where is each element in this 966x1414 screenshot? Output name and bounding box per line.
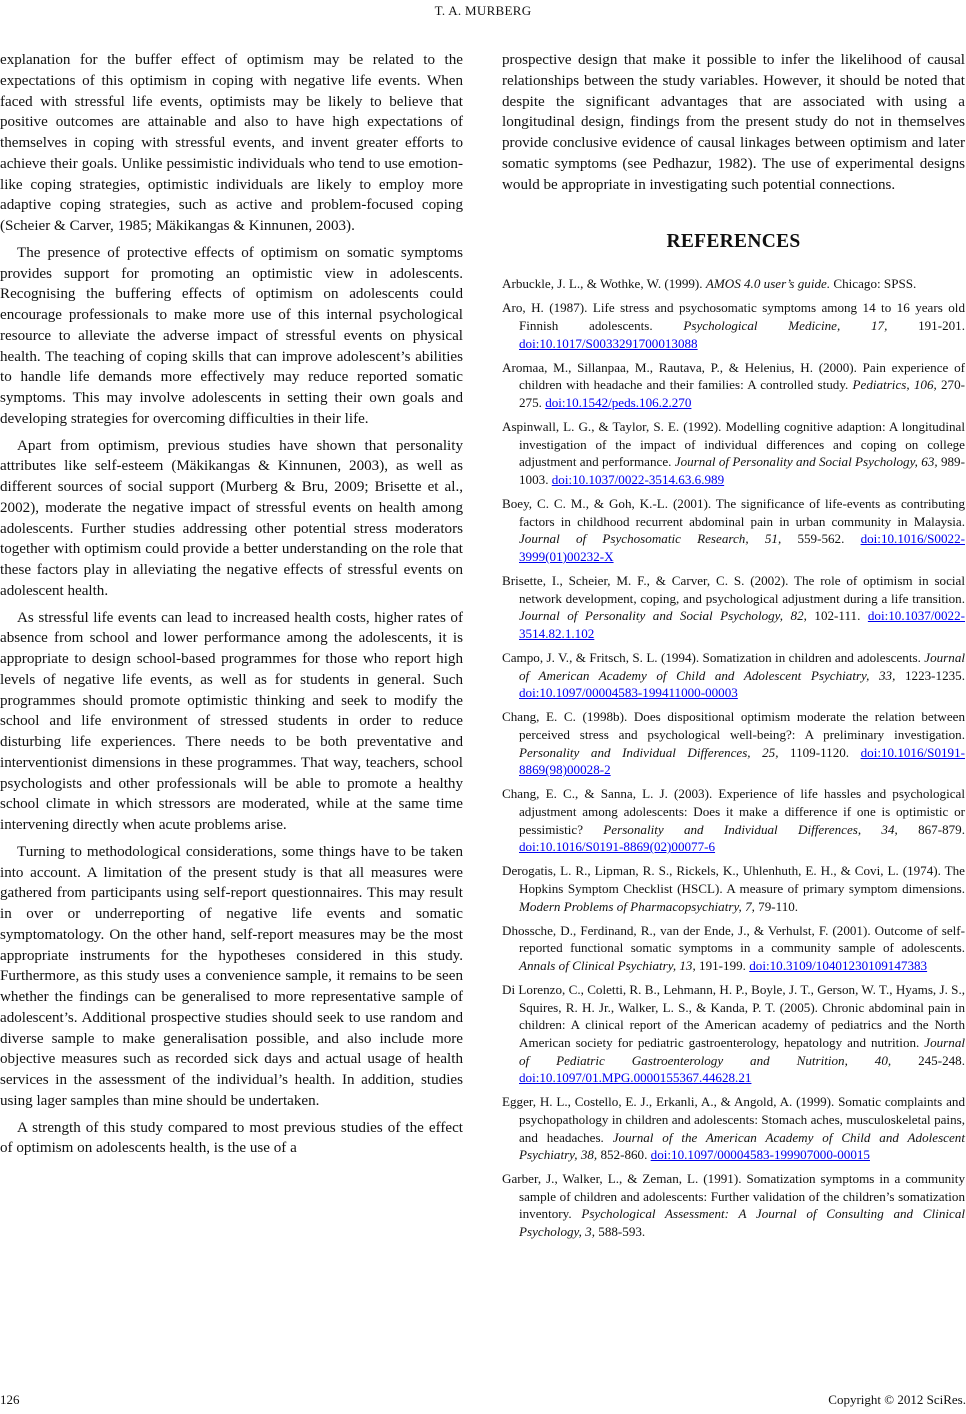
reference-entry bbox=[502, 359, 965, 412]
doi-link[interactable]: doi:10.1016/S0022-3999(01)00232-X bbox=[519, 531, 965, 564]
reference-entry bbox=[502, 981, 965, 1087]
doi-link[interactable]: doi:10.1017/S0033291700013088 bbox=[519, 335, 698, 351]
reference-text: Aro, H. (1987). Life stress and psychosomatic symptoms among 14 to 16 years old Finnish adolescents. bbox=[502, 300, 965, 334]
reference-list bbox=[502, 275, 965, 1240]
reference-text: Garber, J., Walker, L., & Zeman, L. (1991). Somatization symptoms in a community sample of children and adolescents: Further validation of the children’s somatization inventory. bbox=[502, 1171, 965, 1222]
reference-text: Brisette, I., Scheier, M. F., & Carver, C. S. (2002). The role of optimism in social network development, coping, and psychological adjustment during a life transition. bbox=[502, 573, 965, 606]
reference-entry bbox=[502, 922, 965, 975]
doi-link[interactable]: doi:10.1097/00004583-199907000-00015 bbox=[650, 1147, 870, 1163]
body-paragraph: As stressful life events can lead to increased health costs, higher rates of absence from school and lower performance among the adolescents, it is appropriate to design school-based programmes for those who report high levels of negative life events, as well as for students in general. Such programmes should promote optimistic thinking and seek to modify the school and life environment of stressed students in order to reduce disturbing life experiences. There needs to be both preventative and interventionist dimensions in these programmes. That way, teachers, school psychologists and other professionals will be able to promote a healthy school climate in which stressors are moderated, while at the same time intervening directly when acute problems arise. bbox=[0, 609, 463, 833]
reference-text: Aspinwall, L. G., & Taylor, S. E. (1992). Modelling cognitive adaption: A longitudinal investigation of the impact of individual differences and coping on college adjustment and performance. bbox=[502, 419, 965, 470]
reference-pages: 1223-1235. bbox=[895, 667, 965, 683]
reference-journal: Journal of Psychosomatic Research, 51, bbox=[519, 531, 782, 547]
reference-pages: 191-201. bbox=[887, 318, 965, 334]
reference-journal: Psychological Assessment: A Journal of Consulting and Clinical Psychology, 3, bbox=[519, 1206, 965, 1240]
doi-link[interactable]: doi:10.1016/S0191-8869(02)00077-6 bbox=[519, 839, 716, 855]
reference-entry bbox=[502, 495, 965, 565]
reference-entry bbox=[502, 862, 965, 915]
reference-text: Dhossche, D., Ferdinand, R., van der Ende, J., & Verhulst, F. (2001). Outcome of self-reported functional somatic symptoms in a community sample of adolescents. bbox=[502, 922, 965, 956]
body-paragraph: The presence of protective effects of optimism on somatic symptoms provides support for promoting an optimistic view in adolescents. Recognising the buffering effects of optimism on adolescents could encourage professionals to make more use of this internal psychological resource to alleviate the adverse impact of stressful events on physical health. The teaching of coping skills that can improve adolescent’s abilities to handle life demands more effectively may reduce reported somatic symptoms. This may involve adolescents in setting their own goals and developing strategies for overcoming difficulties in their life. bbox=[0, 244, 463, 427]
reference-pages: Chicago: SPSS. bbox=[830, 276, 917, 292]
reference-journal: Journal of Pediatric Gastroenterology and Nutrition, 40, bbox=[519, 1034, 965, 1068]
page-number: 126 bbox=[0, 1392, 20, 1407]
copyright-notice: Copyright © 2012 SciRes. bbox=[828, 1392, 966, 1407]
reference-text: Boey, C. C. M., & Goh, K.-L. (2001). The significance of life-events as contributing factors in childhood recurrent abdominal pain in urban community in Malaysia. bbox=[502, 496, 965, 529]
reference-text: Chang, E. C. (1998b). Does dispositional optimism moderate the relation between perceived stress and psychological well-being?: A preliminary investigation. bbox=[502, 709, 965, 743]
reference-entry bbox=[502, 572, 965, 642]
reference-pages: 270-275. bbox=[519, 377, 965, 410]
doi-link[interactable]: doi:10.1016/S0191-8869(98)00028-2 bbox=[519, 744, 965, 778]
doi-link[interactable]: doi:10.1097/01.MPG.0000155367.44628.21 bbox=[519, 1070, 752, 1086]
reference-journal: Personality and Individual Differences, 25, bbox=[519, 744, 779, 760]
reference-entry bbox=[502, 785, 965, 855]
reference-journal: Psychological Medicine, 17, bbox=[683, 318, 888, 334]
body-paragraph: A strength of this study compared to most previous studies of the effect of optimism on adolescents health, is the use of a bbox=[0, 1119, 463, 1157]
right-column bbox=[502, 50, 965, 1247]
body-paragraph: Turning to methodological considerations, some things have to be taken into account. A limitation of the present study is that all measures were gathered from participants using self-report questionnaires. This may result in over or underreporting of negative life events and somatic symptomatology. On the other hand, self-report measures may be the most appropriate instruments for the hypotheses considered in this study. Furthermore, as this study uses a convenience sample, it remains to be seen whether the findings can be generalised to more representative sample of adolescent’s. Additional prospective studies should seek to use random and diverse sample to make generalisation possible, and also include more objective measures such as recorded sick days and actual usage of health services in the assessment of the individual’s health. In addition, studies using lager samples than mine should be undertaken. bbox=[0, 843, 463, 1109]
reference-journal: Journal of Personality and Social Psychology, 82, bbox=[519, 608, 807, 624]
reference-text: Derogatis, L. R., Lipman, R. S., Rickels, K., Uhlenhuth, E. H., & Covi, L. (1974). The Hopkins Symptom Checklist (HSCL). A measure of primary symptom dimensions. bbox=[502, 863, 965, 896]
reference-journal: Journal of Personality and Social Psychology, 63, bbox=[674, 454, 938, 470]
reference-text: Aromaa, M., Sillanpaa, M., Rautava, P., & Helenius, H. (2000). Pain experience of children with headache and their families: A controlled study. bbox=[502, 359, 965, 393]
doi-link[interactable]: doi:10.1097/00004583-199411000-00003 bbox=[519, 685, 738, 701]
reference-journal: AMOS 4.0 user’s guide. bbox=[705, 276, 831, 292]
reference-entry bbox=[502, 649, 965, 702]
reference-journal: Annals of Clinical Psychiatry, 13, bbox=[519, 957, 696, 973]
reference-pages: 79-110. bbox=[754, 898, 799, 914]
left-column bbox=[0, 50, 463, 1159]
doi-link[interactable]: doi:10.1542/peds.106.2.270 bbox=[545, 395, 692, 410]
reference-pages: 191-199. bbox=[695, 957, 750, 973]
reference-text: Arbuckle, J. L., & Wothke, W. (1999). bbox=[502, 276, 706, 292]
references-heading: REFERENCES bbox=[666, 231, 801, 253]
reference-pages: 852-860. bbox=[597, 1147, 651, 1163]
reference-pages: 245-248. bbox=[891, 1052, 965, 1068]
doi-link[interactable]: doi:10.1037/0022-3514.82.1.102 bbox=[519, 608, 965, 641]
reference-text: Chang, E. C., & Sanna, L. J. (2003). Experience of life hassles and psychological adjustment among adolescents: Does it make a difference if one is optimistic or pessimistic? bbox=[502, 786, 965, 837]
doi-link[interactable]: doi:10.1037/0022-3514.63.6.989 bbox=[551, 471, 725, 487]
reference-journal: Personality and Individual Differences, 34, bbox=[603, 821, 898, 837]
reference-text: Egger, H. L., Costello, E. J., Erkanli, A., & Angold, A. (1999). Somatic complaints and psychopathology in children and adolescents: Stomach aches, musculoskeletal pains, and headaches. bbox=[502, 1094, 965, 1145]
doi-link[interactable]: doi:10.3109/10401230109147383 bbox=[749, 957, 928, 973]
reference-pages: 102-111. bbox=[806, 608, 868, 624]
reference-pages: 588-593. bbox=[595, 1224, 646, 1240]
reference-text: Campo, J. V., & Fritsch, S. L. (1994). Somatization in children and adolescents. bbox=[502, 650, 925, 666]
reference-entry bbox=[502, 418, 965, 488]
reference-entry bbox=[502, 708, 965, 778]
reference-pages: 989-1003. bbox=[519, 454, 965, 487]
reference-journal: Modern Problems of Pharmacopsychiatry, 7, bbox=[519, 898, 755, 914]
reference-entry bbox=[502, 275, 965, 293]
reference-pages: 867-879. bbox=[897, 821, 965, 837]
reference-journal: Journal of the American Academy of Child and Adolescent Psychiatry, 38, bbox=[519, 1129, 965, 1163]
running-head: T. A. MURBERG bbox=[434, 3, 532, 18]
reference-entry bbox=[502, 1093, 965, 1163]
body-paragraph: explanation for the buffer effect of optimism may be related to the expectations of this optimism in coping with negative life events. When faced with stressful life events, optimists may be likely to believe that positive outcomes are attainable and also to have high expectations of themselves in coping with stressful events, and invent greater efforts to achieve their goals. Unlike pessimistic individuals who tend to use emotion-like coping strategies, optimistic individuals are likely to employ more adaptive coping strategies, such as active and problem-focused coping (Scheier & Carver, 1985; Mäkikangas & Kinnunen, 2003). bbox=[0, 52, 463, 234]
reference-pages: 559-562. bbox=[781, 531, 861, 547]
body-paragraph: Apart from optimism, previous studies have shown that personality attributes like self-esteem (Mäkikangas & Kinnunen, 2003), as well as different sources of social support (Murberg & Bru, 2009; Brisette et al., 2002), moderate the negative impact of stressful events on health among adolescents. Further studies addressing other potential stress moderators together with optimism could provide a better understanding on the role that these factors play in alleviating the negative effects of stressful events on adolescent health. bbox=[0, 437, 463, 599]
reference-journal: Pediatrics, 106, bbox=[852, 377, 937, 393]
reference-pages: 1109-1120. bbox=[778, 744, 861, 760]
reference-journal: Journal of American Academy of Child and Adolescent Psychiatry, 33, bbox=[519, 650, 965, 683]
body-paragraph: prospective design that make it possible to infer the likelihood of causal relationships between the study variables. However, it should be noted that despite the significant advantages that are associated with using a longitudinal design, findings from the present study do not in themselves provide conclusive evidence of causal linkages between optimism and later somatic symptoms (see Pedhazur, 1982). The use of experimental designs would be appropriate in investigating such potential connections. bbox=[502, 52, 965, 193]
reference-entry bbox=[502, 1170, 965, 1240]
reference-entry bbox=[502, 299, 965, 352]
reference-text: Di Lorenzo, C., Coletti, R. B., Lehmann, H. P., Boyle, J. T., Gerson, W. T., Hyams, J. S., Squires, R. H. Jr., Walker, L. S., & Kanda, P. T. (2005). Chronic abdominal pain in children: A clinical report of the American academy of pediatrics and the North American society for pediatric gastroenterology, hepatology and nutrition. bbox=[502, 982, 965, 1050]
